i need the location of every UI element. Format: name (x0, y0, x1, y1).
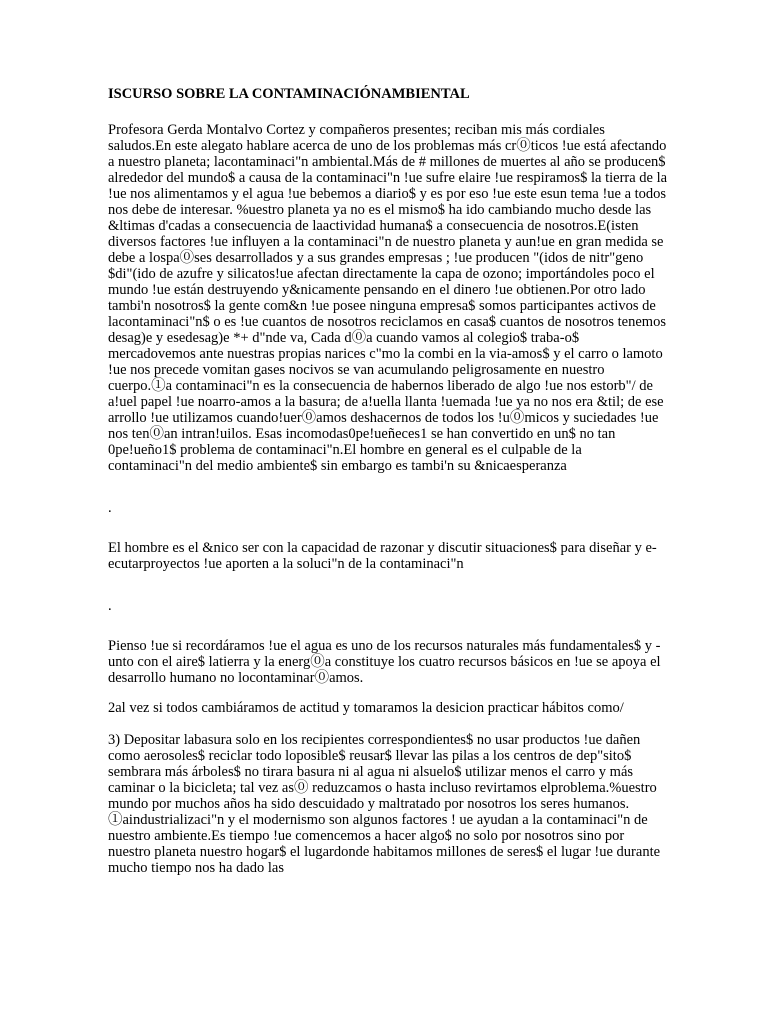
paragraph-habits: 3) Depositar labasura solo en los recipientes correspondientes$ no usar productos !ue dañen como aerosoles$ reciclar todo loposible$ reusar$ llevar las pilas a los centros de dep"sito$ sembrara más árboles$ no tirara basura ni al agua ni alsuelo$ utilizar menos el carro y más caminar o la bicicleta; tal vez as⓪ reduzcamos o hasta incluso revirtamos elproblema.%uestro mundo por muchos años ha sido descuidado y maltratado por nosotros los seres humanos. ①aindustrializaci"n y el modernismo son algunos factores ! ue ayudan a la contaminaci"n de nuestro ambiente.Es tiempo !ue comencemos a hacer algo$ no solo por nosotros sino por nuestro planeta nuestro hogar$ el lugardonde habitamos millones de seres$ el lugar !ue durante mucho tiempo nos ha dado las (108, 732, 661, 876)
document-page (108, 86, 668, 876)
paragraph-resources: Pienso !ue si recordáramos !ue el agua es uno de los recursos naturales más fundamentales$ y -unto con el aire$ latierra y la energ⓪a constituye los cuatro recursos básicos en !ue se apoya el desarrollo humano no locontaminar⓪amos. (108, 638, 661, 686)
paragraph-dot: . (108, 598, 112, 614)
paragraph-intro: Profesora Gerda Montalvo Cortez y compañeros presentes; reciban mis más cordiales saludos.En este alegato hablare acerca de uno de los problemas más cr⓪ticos !ue está afectando a nuestro planeta; lacontaminaci"n ambiental.Más de # millones de muertes al año se producen$ alrededor del mundo$ a causa de la contaminaci"n !ue sufre elaire !ue respiramos$ la tierra de la !ue nos alimentamos y el agua !ue bebemos a diario$ y es por eso !ue este esun tema !ue a todos nos debe de interesar. %uestro planeta ya no es el mismo$ ha ido cambiando mucho desde las &ltimas d'cadas a consecuencia de laactividad humana$ a consecuencia de nosotros.E(isten diversos factores !ue influyen a la contaminaci"n de nuestro planeta y aun!ue en gran medida se debe a lospa⓪ses desarrollados y a sus grandes empresas ; !ue producen "(idos de nitr"geno $di"(ido de azufre y silicatos!ue afectan directamente la capa de ozono; importándoles poco el mundo !ue están destruyendo y&nicamente pensando en el dinero !ue obtienen.Por otro lado tambi'n nosotros$ la gente com&n !ue posee ninguna empresa$ somos participantes activos de lacontaminaci"n$ o es !ue cuantos de nosotros reciclamos en casa$ cuantos de nosotros tenemos desag)e y esedesag)e *+ d"nde va, Cada d⓪a cuando vamos al colegio$ traba-o$ mercadovemos ante nuestras propias narices c"mo la combi en la via-amos$ y el carro o lamoto !ue nos precede vomitan gases nocivos se van acumulando peligrosamente en nuestro cuerpo.①a contaminaci"n es la consecuencia de habernos liberado de algo !ue nos estorb"/ de a!uel papel !ue noarro-amos a la basura; de a!uella llanta !uemada !ue ya no nos era &til; de ese arrollo !ue utilizamos cuando!uer⓪amos deshacernos de todos los !u⓪micos y suciedades !ue nos ten⓪an intran!uilos. Esas incomodas0pe!ueñeces1 se han convertido en un$ no tan 0pe!ueño1$ problema de contaminaci"n.El hombre en general es el culpable de la contaminaci"n del medio ambiente$ sin embargo es tambi'n su &nicaesperanza (108, 122, 668, 474)
paragraph-human: El hombre es el &nico ser con la capacidad de razonar y discutir situaciones$ para diseñar y e-ecutarproyectos !ue aporten a la soluci"n de la contaminaci"n (108, 540, 657, 572)
document-title: ISCURSO SOBRE LA CONTAMINACIÓNAMBIENTAL (108, 86, 470, 102)
paragraph-attitude: 2al vez si todos cambiáramos de actitud y tomaramos la desicion practicar hábitos como/ (108, 700, 624, 716)
paragraph-dot: . (108, 500, 112, 516)
